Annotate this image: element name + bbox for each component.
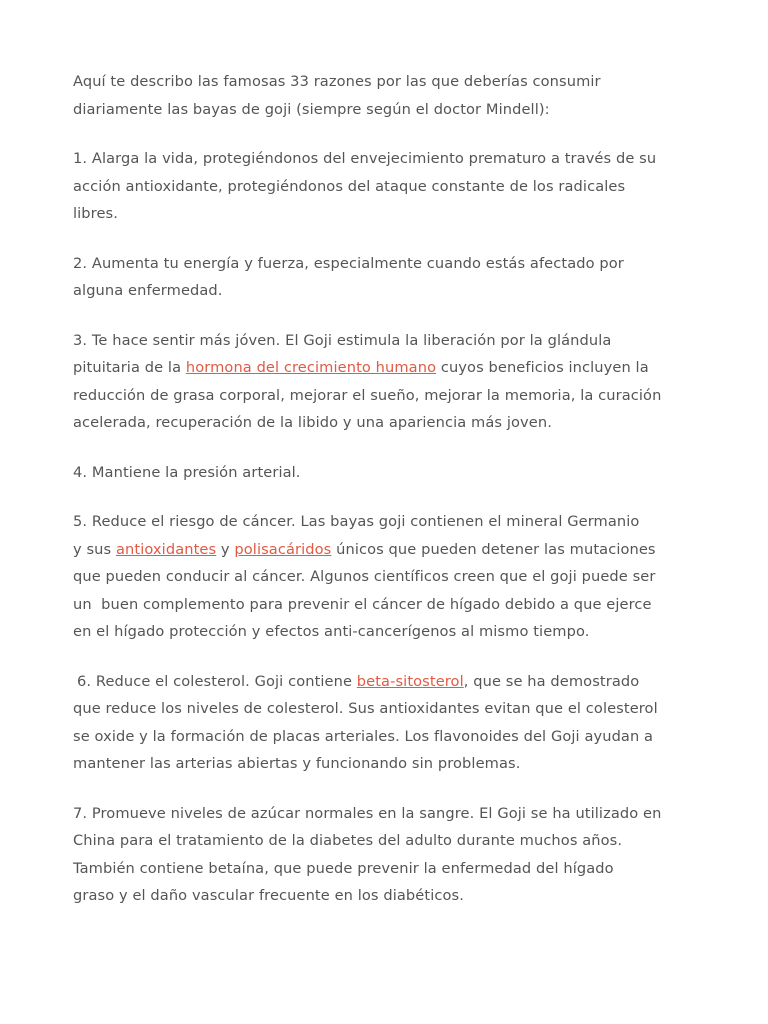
growth-hormone-link[interactable]: hormona del crecimiento humano [185,359,437,376]
reason-1-paragraph [73,145,698,228]
reason-5-line-5: en el hígado protección y efectos anti-cancerígenos al mismo tiempo. [73,623,590,640]
reason-5-line-1: 5. Reduce el riesgo de cáncer. Las bayas goji contienen el mineral Germanio [73,513,640,530]
reason-5-line-3: que pueden conducir al cáncer. Algunos científicos creen que el goji puede ser [73,568,656,585]
antioxidants-link[interactable]: antioxidantes [115,540,217,558]
reason-6-line-4: mantener las arterias abiertas y funcionando sin problemas. [73,755,521,772]
reason-5-line-4: un buen complemento para prevenir el cáncer de hígado debido a que ejerce [73,595,652,613]
reason-3-paragraph [73,327,698,437]
reason-2-line-1: 2. Aumenta tu energía y fuerza, especialmente cuando estás afectado por [73,254,624,272]
reason-3-line-1: 3. Te hace sentir más jóven. El Goji estimula la liberación por la glándula [73,331,612,349]
reason-2-line-2: alguna enfermedad. [73,282,223,299]
reason-1-line-3: libres. [73,205,118,222]
reason-5-line-2-mid: y [216,540,235,558]
reason-6-line-3: se oxide y la formación de placas arteriales. Los flavonoides del Goji ayudan a [73,727,654,745]
reason-6-line-1-pre: 6. Reduce el colesterol. Goji contiene [77,672,357,690]
reason-4-line-1: 4. Mantiene la presión arterial. [73,463,301,481]
document-body [73,68,698,932]
intro-paragraph [73,68,698,123]
reason-3-line-2-pre: pituitaria de la [73,359,186,376]
reason-7-paragraph [73,800,698,910]
reason-3-line-3: reducción de grasa corporal, mejorar el sueño, mejorar la memoria, la curación [73,386,662,404]
reason-2-paragraph [73,250,698,305]
reason-1-line-1: 1. Alarga la vida, protegiéndonos del envejecimiento prematuro a través de su [73,150,657,167]
polysaccharides-link[interactable]: polisacáridos [234,540,332,558]
reason-5-line-2-post: únicos que pueden detener las mutaciones [331,540,656,558]
reason-7-line-1: 7. Promueve niveles de azúcar normales en la sangre. El Goji se ha utilizado en [73,804,662,822]
beta-sitosterol-link[interactable]: beta-sitosterol [356,672,464,690]
reason-7-line-2: China para el tratamiento de la diabetes del adulto durante muchos años. [73,832,623,849]
reason-1-line-2: acción antioxidante, protegiéndonos del ataque constante de los radicales [73,177,626,195]
reason-3-line-2-post: cuyos beneficios incluyen la [436,359,649,376]
reason-6-paragraph [73,668,698,778]
reason-6-line-2: que reduce los niveles de colesterol. Sus antioxidantes evitan que el colesterol [73,700,658,717]
reason-7-line-3: También contiene betaína, que puede prevenir la enfermedad del hígado [73,859,614,877]
reason-7-line-4: graso y el daño vascular frecuente en los diabéticos. [73,887,464,904]
reason-5-line-2-pre: y sus [73,540,116,558]
reason-5-paragraph [73,508,698,646]
intro-line-2: diariamente las bayas de goji (siempre según el doctor Mindell): [73,100,550,118]
reason-6-line-1-post: , que se ha demostrado [463,672,640,690]
intro-line-1: Aquí te describo las famosas 33 razones por las que deberías consumir [73,73,601,90]
reason-3-line-4: acelerada, recuperación de la libido y una apariencia más joven. [73,414,552,431]
reason-4-paragraph [73,459,698,487]
